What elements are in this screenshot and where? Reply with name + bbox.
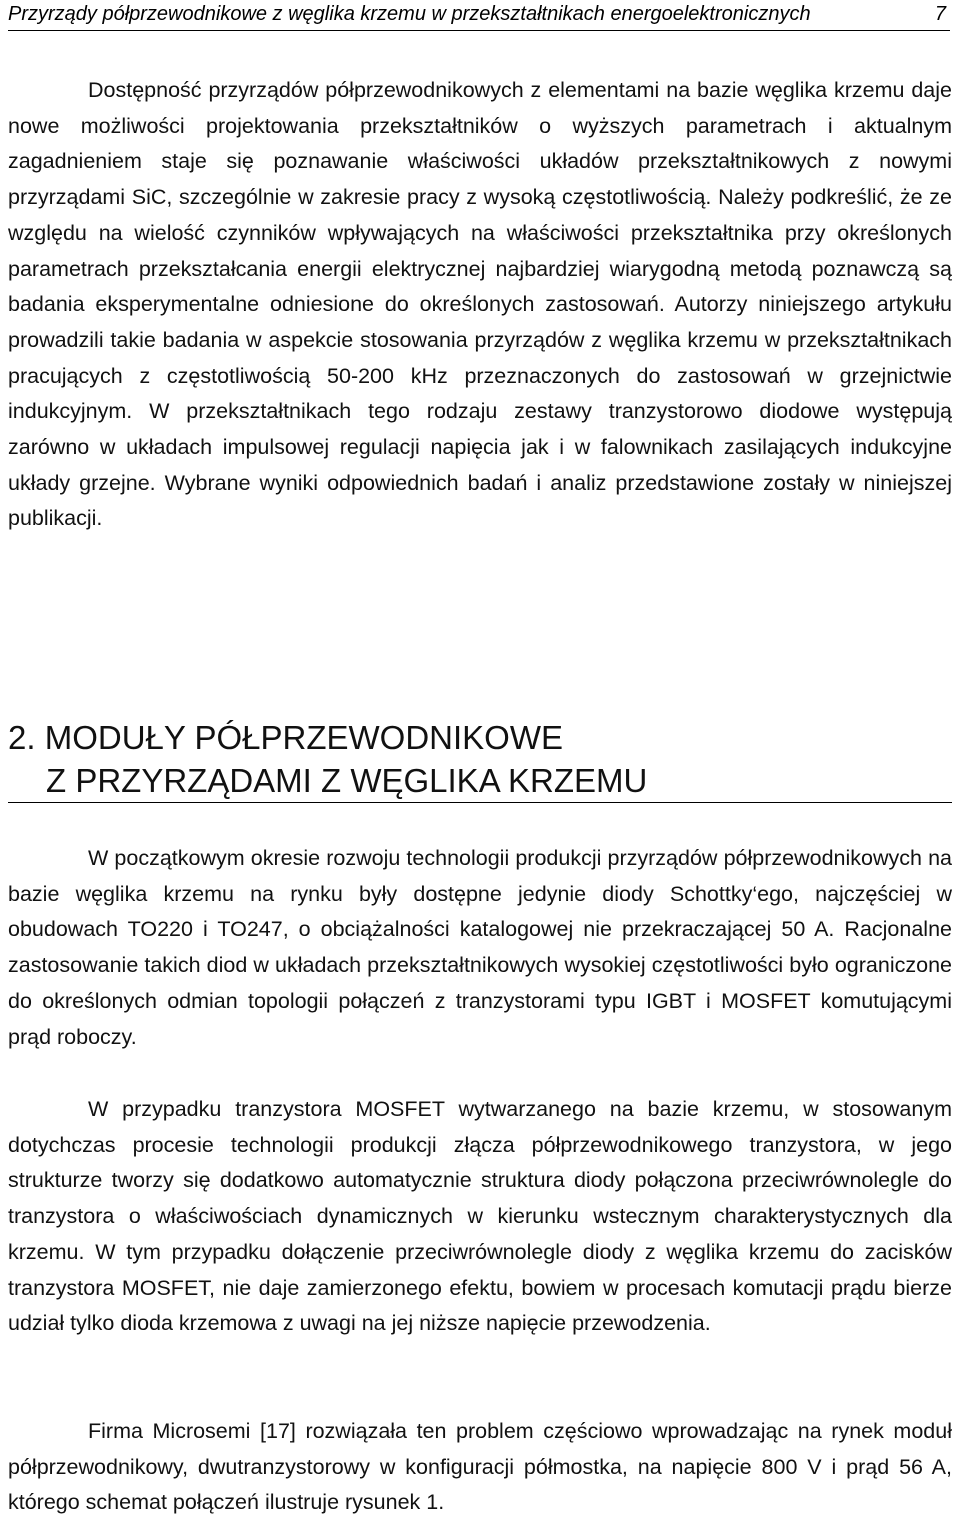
section-title-line-2: Z PRZYRZĄDAMI Z WĘGLIKA KRZEMU bbox=[46, 762, 648, 799]
running-header-title: Przyrządy półprzewodnikowe z węglika krzemu w przekształtnikach energoelektronicznych bbox=[8, 3, 811, 25]
body-paragraph: Firma Microsemi [17] rozwiązała ten problem częściowo wprowadzając na rynek moduł półprzewodnikowy, dwutranzystorowy w konfiguracji półmostka, na napięcie 800 V i prąd 56 A, którego schemat połączeń ilustruje rysunek 1. bbox=[8, 1419, 952, 1515]
body-paragraph: W przypadku tranzystora MOSFET wytwarzanego na bazie krzemu, w stosowanym dotychczas procesie technologii produkcji złącza półprzewodnikowego tranzystora, w jego strukturze tworzy się dodatkowo automatycznie struktura diody połączona przeciwrównolegle do tranzystora o właściwościach dynamicznych w kierunku wstecznym charakterystycznych dla krzemu. W tym przypadku dołączenie przeciwrównolegle diody z węglika krzemu do zacisków tranzystora MOSFET, nie daje zamierzonego efektu, bowiem w procesach komutacji prądu bierze udział tylko dioda krzemowa z uwagi na jej niższe napięcie przewodzenia. bbox=[8, 1097, 952, 1336]
section-heading-line-1 bbox=[8, 716, 952, 759]
page-number: 7 bbox=[934, 3, 946, 25]
section-underline bbox=[8, 802, 952, 803]
body-paragraph: W początkowym okresie rozwoju technologii produkcji przyrządów półprzewodnikowych na bazie węglika krzemu na rynku były dostępne jedynie diody Schottky‘ego, najczęściej w obudowach TO220 i TO247, o obciążalności katalogowej nie przekraczającej 50 A. Racjonalne zastosowanie takich diod w układach przekształtnikowych wysokiej częstotliwości było ograniczone do określonych odmian topologii połączeń z tranzystorami typu IGBT i MOSFET komutującymi prąd roboczy. bbox=[8, 846, 952, 1049]
intro-paragraph: Dostępność przyrządów półprzewodnikowych z elementami na bazie węglika krzemu daje nowe możliwości projektowania przekształtników o wyższych parametrach i aktualnym zagadnieniem staje się poznawanie właściwości układów przekształtnikowych z nowymi przyrządami SiC, szczególnie w zakresie pracy z wysoką częstotliwością. Należy podkreślić, że ze względu na wielość czynników wpływających na właściwości przekształtnika przy określonych parametrach przekształcania energii elektrycznej najbardziej wiarygodną metodą poznawczą są badania eksperymentalne odniesione do określonych zastosowań. Autorzy niniejszego artykułu prowadzili takie badania w aspekcie stosowania przyrządów z węglika krzemu w przekształtnikach pracujących z częstotliwością 50-200 kHz przeznaczonych do zastosowań w grzejnictwie indukcyjnym. W przekształtnikach tego rodzaju zestawy tranzystorowo diodowe występują zarówno w układach impulsowej regulacji napięcia jak i w falownikach zasilających indukcyjne układy grzejne. Wybrane wyniki odpowiednich badań i analiz przedstawione zostały w niniejszej publikacji. bbox=[8, 78, 952, 531]
section-heading bbox=[8, 716, 952, 802]
section-title-line-1: MODUŁY PÓŁPRZEWODNIKOWE bbox=[44, 719, 563, 756]
section-number: 2. bbox=[8, 719, 36, 756]
running-header bbox=[8, 0, 950, 31]
